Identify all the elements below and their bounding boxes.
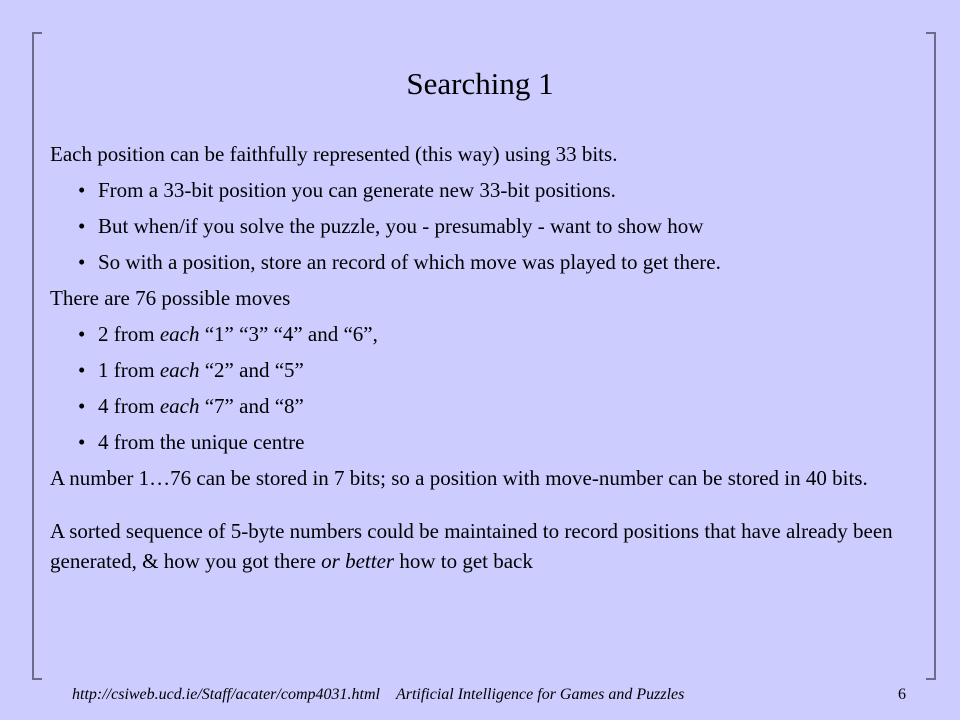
bullet-text-post: “1” “3” “4” and “6”, (199, 322, 378, 346)
bullet-icon: • (78, 358, 86, 382)
bullet-text: So with a position, store an record of which move was played to get there. (98, 250, 721, 274)
frame-corner-top-right (926, 32, 936, 34)
bullet-icon: • (78, 250, 86, 274)
bullet-icon: • (78, 322, 86, 346)
frame-corner-bottom-left (32, 678, 42, 680)
bullet-text-pre: 2 from (98, 322, 160, 346)
frame-corner-bottom-right (926, 678, 936, 680)
bullet-item (50, 172, 920, 208)
bullet-text-emphasis: each (159, 394, 200, 418)
bullet-item (50, 244, 920, 280)
bullet-text: But when/if you solve the puzzle, you - presumably - want to show how (98, 214, 704, 238)
footer (72, 684, 684, 706)
bullet-icon: • (78, 214, 86, 238)
bullet-text-post: “7” and “8” (199, 394, 304, 418)
bullet-icon: • (78, 430, 86, 454)
bullet-item (50, 208, 920, 244)
paragraph-text-post: how to get back (394, 549, 533, 573)
bullet-item (50, 388, 920, 424)
slide-body (50, 136, 920, 576)
page-number: 6 (898, 686, 906, 703)
bullet-item (50, 316, 920, 352)
slide-title: Searching 1 (406, 66, 554, 101)
bullet-icon: • (78, 178, 86, 202)
line-text: There are 76 possible moves (50, 286, 291, 310)
footer-url: http://csiweb.ucd.ie/Staff/acater/comp4031.html (72, 686, 380, 703)
paragraph-sorted-sequence (50, 516, 920, 576)
bullet-text-pre: 1 from (98, 358, 160, 382)
bullet-text-pre: 4 from (98, 394, 160, 418)
footer-course-title: Artificial Intelligence for Games and Puzzles (395, 686, 685, 703)
bullet-item (50, 352, 920, 388)
bullet-icon: • (78, 394, 86, 418)
line-text: Each position can be faithfully represented (this way) using 33 bits. (50, 142, 618, 166)
bullet-text: From a 33-bit position you can generate new 33-bit positions. (98, 178, 616, 202)
body-line (50, 280, 920, 316)
bullet-text: 4 from the unique centre (98, 430, 305, 454)
paragraph-storage: A number 1…76 can be stored in 7 bits; so a position with move-number can be stored in 40 bits. (50, 466, 868, 490)
paragraph-text-emphasis: or better (321, 549, 395, 573)
body-line (50, 136, 920, 172)
bullet-text-post: “2” and “5” (199, 358, 304, 382)
bullet-text-emphasis: each (159, 358, 200, 382)
frame-corner-top-left (32, 32, 42, 34)
bullet-text-emphasis: each (159, 322, 200, 346)
paragraph-text-pre: A sorted sequence of 5-byte numbers could be maintained to record positions that have already been generated, & how you got there (50, 519, 893, 573)
bullet-item (50, 424, 920, 460)
